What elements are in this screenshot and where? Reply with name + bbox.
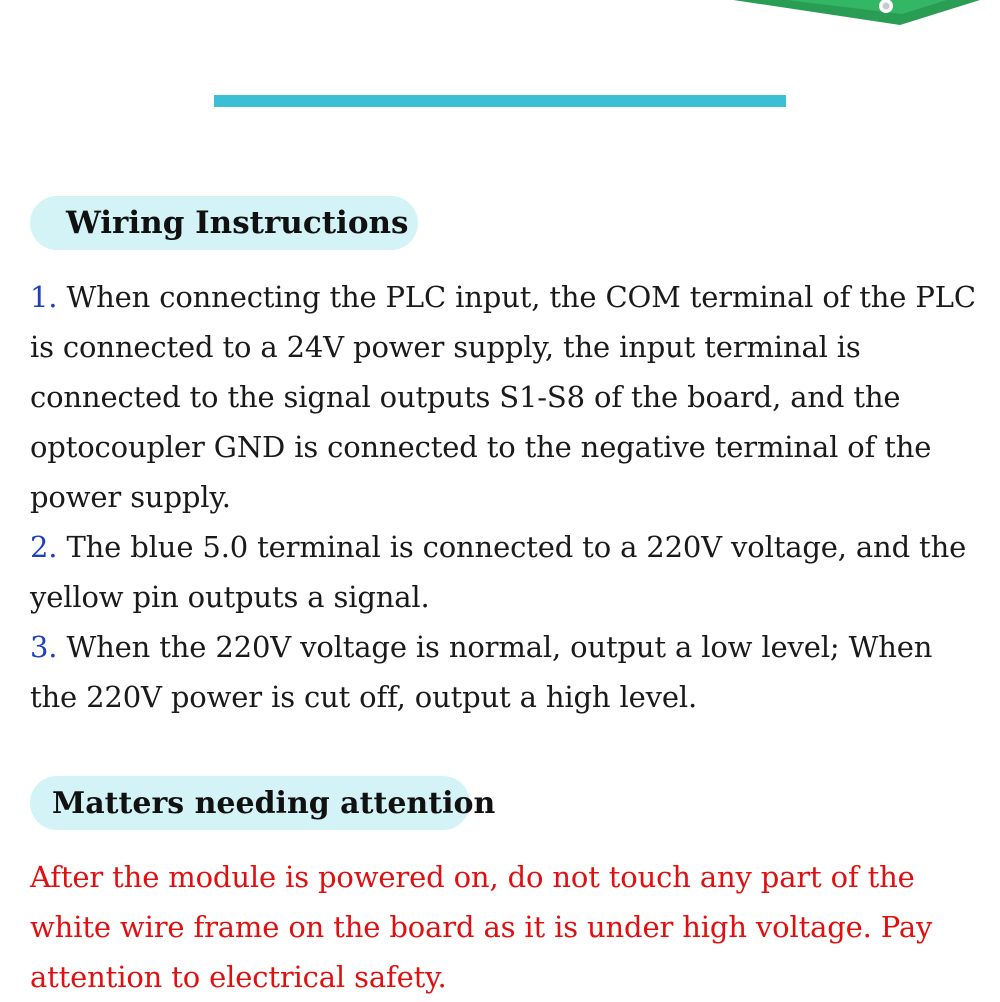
wiring-heading-text: Wiring Instructions (66, 205, 409, 241)
instruction-number: 1. (30, 280, 58, 314)
warning-line: white wire frame on the board as it is under high voltage. Pay (30, 910, 933, 944)
section-divider (214, 95, 786, 107)
instruction-number: 2. (30, 530, 58, 564)
instruction-item-3 (30, 622, 995, 722)
instruction-line: When the 220V voltage is normal, output a low level; When (66, 630, 933, 664)
instruction-item-1 (30, 272, 995, 522)
attention-heading (30, 776, 496, 830)
instruction-line: is connected to a 24V power supply, the input terminal is (30, 330, 861, 364)
instruction-line: the 220V power is cut off, output a high level. (30, 680, 698, 714)
pcb-board-image (680, 0, 980, 25)
instruction-line: The blue 5.0 terminal is connected to a 220V voltage, and the (66, 530, 967, 564)
warning-line: After the module is powered on, do not touch any part of the (30, 860, 915, 894)
instruction-line: connected to the signal outputs S1-S8 of the board, and the (30, 380, 901, 414)
safety-warning (30, 852, 980, 1002)
instruction-line: When connecting the PLC input, the COM terminal of the PLC (66, 280, 976, 314)
warning-line: attention to electrical safety. (30, 960, 447, 994)
instruction-line: optocoupler GND is connected to the negative terminal of the (30, 430, 932, 464)
instruction-line: yellow pin outputs a signal. (30, 580, 430, 614)
instruction-number: 3. (30, 630, 58, 664)
instruction-line: power supply. (30, 480, 231, 514)
wiring-instructions-heading (30, 196, 418, 250)
attention-heading-text: Matters needing attention (52, 785, 496, 821)
instruction-item-2 (30, 522, 995, 622)
wiring-instructions-list (30, 272, 995, 722)
